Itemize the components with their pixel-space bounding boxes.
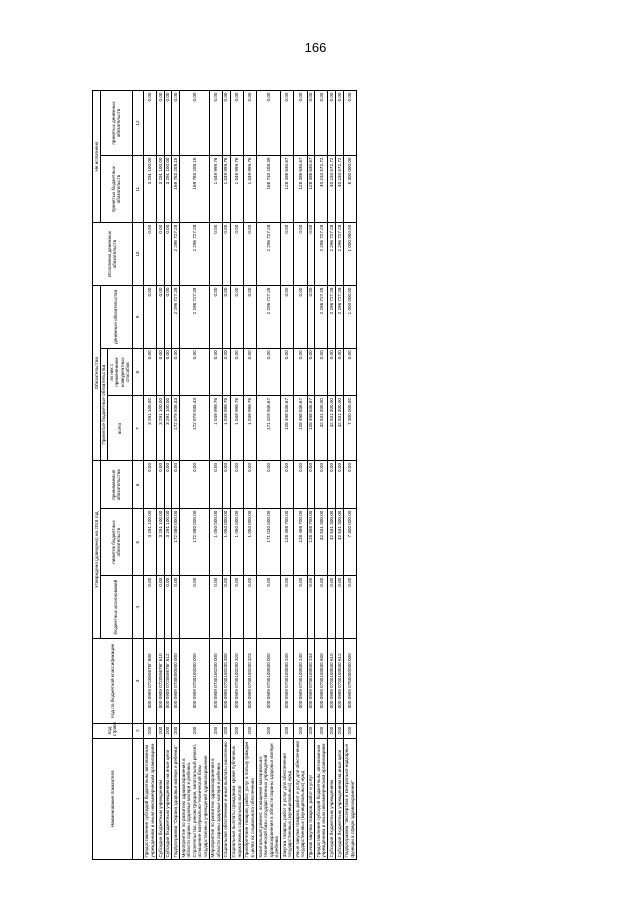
rotated-table-container bbox=[92, 90, 602, 860]
column-number: 5 bbox=[132, 509, 143, 576]
accepted-obligations-value: 0.00 bbox=[143, 461, 156, 509]
accepted-budget-total-value: 3 291 100.00 bbox=[156, 396, 164, 461]
competitive-value: 0.00 bbox=[143, 348, 156, 396]
not-executed-monetary-value: 0.00 bbox=[222, 91, 230, 156]
not-executed-budget-value: 128 498 635.67 bbox=[307, 156, 315, 223]
not-executed-monetary-value: 0.00 bbox=[180, 91, 210, 156]
budget-allocations-value: 0.00 bbox=[343, 576, 356, 639]
monetary-obligations-value: 1 000 000.00 bbox=[343, 286, 356, 349]
monetary-obligations-value: 2 296 727.28 bbox=[180, 286, 210, 349]
not-executed-monetary-value: 0.00 bbox=[343, 91, 356, 156]
row-code: 200 bbox=[172, 723, 180, 738]
header-not-executed-group: Не исполнено bbox=[93, 91, 101, 223]
table-row bbox=[156, 91, 164, 860]
accepted-budget-total-value: 128 498 635.67 bbox=[281, 396, 294, 461]
accepted-budget-total-value: 171 029 935.67 bbox=[256, 396, 280, 461]
not-executed-monetary-value: 0.00 bbox=[294, 91, 307, 156]
column-number: 12 bbox=[132, 91, 143, 156]
header-accepted-budget-group: Принятые бюджетные обязательства bbox=[100, 348, 108, 461]
budget-classification-code: 000 0909 0730100200 000 bbox=[209, 639, 222, 723]
not-executed-budget-value: 1 049 999.76 bbox=[222, 156, 230, 223]
accepted-obligations-value: 0.00 bbox=[209, 461, 222, 509]
accepted-obligations-value: 0.00 bbox=[307, 461, 315, 509]
not-executed-budget-value: 40 234 572.72 bbox=[328, 156, 336, 223]
indicator-name: Субсидии бюджетным учреждениям на иные цели bbox=[336, 738, 344, 859]
not-executed-monetary-value: 0.00 bbox=[164, 91, 172, 156]
indicator-name: Субсидии бюджетным учреждениям на иные цели bbox=[164, 738, 172, 859]
accepted-budget-total-value: 172 079 935.43 bbox=[180, 396, 210, 461]
row-code: 200 bbox=[222, 723, 230, 738]
executed-value: 1 000 000.00 bbox=[343, 223, 356, 286]
header-competitive: из них с применением конкурентных способов bbox=[108, 348, 132, 396]
table-row bbox=[143, 91, 156, 860]
executed-value: 0.00 bbox=[222, 223, 230, 286]
monetary-obligations-value: 2 296 727.28 bbox=[172, 286, 180, 349]
budget-classification-code: 000 0909 0730100500 612 bbox=[336, 639, 344, 723]
row-code: 200 bbox=[209, 723, 222, 738]
page-number: 166 bbox=[304, 40, 327, 55]
competitive-value: 0.00 bbox=[336, 348, 344, 396]
budget-allocations-value: 0.00 bbox=[222, 576, 230, 639]
column-number: 4 bbox=[132, 576, 143, 639]
limits-value: 1 050 000.00 bbox=[243, 509, 256, 576]
column-number: 6 bbox=[132, 461, 143, 509]
table-row bbox=[164, 91, 172, 860]
header-obligations-group: Обязательства bbox=[93, 286, 101, 461]
budget-allocations-value: 0.00 bbox=[281, 576, 294, 639]
budget-classification-code: 000 0909 0730100500 600 bbox=[315, 639, 328, 723]
accepted-obligations-value: 0.00 bbox=[281, 461, 294, 509]
monetary-obligations-value: 2 296 727.28 bbox=[336, 286, 344, 349]
accepted-obligations-value: 0.00 bbox=[294, 461, 307, 509]
indicator-name: Подпрограмма "Экспертиза и контрольно-надзорные функции в сфере здравоохранения" bbox=[343, 738, 356, 859]
executed-value: 0.00 bbox=[230, 223, 243, 286]
not-executed-budget-value: 3 291 100.00 bbox=[156, 156, 164, 223]
budget-allocations-value: 0.00 bbox=[143, 576, 156, 639]
not-executed-monetary-value: 0.00 bbox=[256, 91, 280, 156]
competitive-value: 0.00 bbox=[307, 348, 315, 396]
not-executed-monetary-value: 0.00 bbox=[281, 91, 294, 156]
header-code-budget: Код по бюджетной классификации bbox=[93, 639, 133, 723]
executed-value: 0.00 bbox=[164, 223, 172, 286]
indicator-name: Субсидии бюджетным учреждениям bbox=[156, 738, 164, 859]
not-executed-budget-value: 1 049 999.76 bbox=[209, 156, 222, 223]
table-row bbox=[281, 91, 294, 860]
row-code: 200 bbox=[343, 723, 356, 738]
not-executed-monetary-value: 0.00 bbox=[172, 91, 180, 156]
column-number: 10 bbox=[132, 223, 143, 286]
accepted-obligations-value: 0.00 bbox=[156, 461, 164, 509]
row-code: 200 bbox=[143, 723, 156, 738]
not-executed-monetary-value: 0.00 bbox=[243, 91, 256, 156]
limits-value: 172 080 000.00 bbox=[172, 509, 180, 576]
not-executed-monetary-value: 0.00 bbox=[230, 91, 243, 156]
indicator-name: Иные закупки товаров, работ и услуг для обеспечения государственных (муниципальных) нужд bbox=[294, 738, 307, 859]
accepted-budget-total-value: 42 531 300.00 bbox=[336, 396, 344, 461]
column-number: 2 bbox=[132, 723, 143, 738]
indicator-name: Социальное обеспечение и иные выплаты населению bbox=[222, 738, 230, 859]
monetary-obligations-value: 0.00 bbox=[164, 286, 172, 349]
executed-value: 0.00 bbox=[143, 223, 156, 286]
row-code: 200 bbox=[156, 723, 164, 738]
limits-value: 3 291 100.00 bbox=[164, 509, 172, 576]
row-code: 200 bbox=[328, 723, 336, 738]
monetary-obligations-value: 2 296 727.28 bbox=[256, 286, 280, 349]
budget-allocations-value: 0.00 bbox=[243, 576, 256, 639]
table-body bbox=[143, 91, 356, 860]
table-row bbox=[328, 91, 336, 860]
budget-classification-code: 000 0909 072055676Г 612 bbox=[164, 639, 172, 723]
budget-classification-code: 000 0909 0730000000 000 bbox=[172, 639, 180, 723]
table-row bbox=[256, 91, 280, 860]
budget-allocations-value: 0.00 bbox=[294, 576, 307, 639]
accepted-budget-total-value: 7 300 000.00 bbox=[343, 396, 356, 461]
competitive-value: 0.00 bbox=[281, 348, 294, 396]
indicator-name: Закупка товаров, работ и услуг для обеспечения государственных (муниципальных) нужд bbox=[281, 738, 294, 859]
budget-allocations-value: 0.00 bbox=[315, 576, 328, 639]
competitive-value: 0.00 bbox=[164, 348, 172, 396]
budget-allocations-value: 0.00 bbox=[336, 576, 344, 639]
limits-value: 128 498 700.00 bbox=[307, 509, 315, 576]
accepted-obligations-value: 0.00 bbox=[164, 461, 172, 509]
header-monetary: денежные обязательства bbox=[100, 286, 132, 349]
indicator-name: Капитальный ремонт, оснащение материально-технической базы государственных учреждений здравоохранения в области охраны здоровья матери и ребенка bbox=[256, 738, 280, 859]
monetary-obligations-value: 0.00 bbox=[281, 286, 294, 349]
column-number: 1 bbox=[132, 738, 143, 859]
header-accepted: принимаемые обязательства bbox=[100, 461, 132, 509]
competitive-value: 0.00 bbox=[243, 348, 256, 396]
header-ne-budget: принятых бюджетных обязательств bbox=[100, 156, 132, 223]
accepted-budget-total-value: 1 049 999.76 bbox=[222, 396, 230, 461]
executed-value: 2 296 727.28 bbox=[328, 223, 336, 286]
competitive-value: 0.00 bbox=[222, 348, 230, 396]
indicator-name: Мероприятие по развитию здравоохранения в области охраны здоровья матери и ребенка bbox=[209, 738, 222, 859]
budget-allocations-value: 0.00 bbox=[209, 576, 222, 639]
competitive-value: 0.00 bbox=[256, 348, 280, 396]
not-executed-monetary-value: 0.00 bbox=[328, 91, 336, 156]
limits-value: 171 030 000.00 bbox=[256, 509, 280, 576]
indicator-name: Мероприятие по развитию здравоохранения в области охраны здоровья матери и ребенка. Строительство, реконструкция, капитальный ремонт, оснащение материально-технической базы государственных учреждений здравоохранения bbox=[180, 738, 210, 859]
competitive-value: 0.00 bbox=[343, 348, 356, 396]
competitive-value: 0.00 bbox=[230, 348, 243, 396]
executed-value: 0.00 bbox=[243, 223, 256, 286]
budget-classification-code: 000 0909 0730100200 323 bbox=[243, 639, 256, 723]
budget-classification-code: 000 0909 0730100500 240 bbox=[294, 639, 307, 723]
executed-value: 0.00 bbox=[156, 223, 164, 286]
monetary-obligations-value: 0.00 bbox=[294, 286, 307, 349]
row-code: 200 bbox=[164, 723, 172, 738]
budget-classification-code: 000 0909 072055676Г 600 bbox=[143, 639, 156, 723]
indicator-name: Предоставление субсидий бюджетным, автономным учреждениям и иным некоммерческим организациям bbox=[143, 738, 156, 859]
executed-value: 2 296 727.28 bbox=[336, 223, 344, 286]
header-limits: лимитов бюджетных обязательств bbox=[100, 509, 132, 576]
column-number-row bbox=[132, 91, 143, 860]
indicator-name: Субсидии бюджетным учреждениям bbox=[328, 738, 336, 859]
budget-allocations-value: 0.00 bbox=[328, 576, 336, 639]
not-executed-monetary-value: 0.00 bbox=[315, 91, 328, 156]
header-approved-group: Утверждено (доведено) на 2018 год bbox=[93, 461, 101, 639]
budget-report-table bbox=[92, 90, 357, 860]
table-row bbox=[230, 91, 243, 860]
accepted-budget-total-value: 128 498 635.67 bbox=[307, 396, 315, 461]
accepted-budget-total-value: 1 049 999.76 bbox=[209, 396, 222, 461]
limits-value: 42 531 300.00 bbox=[336, 509, 344, 576]
limits-value: 128 498 700.00 bbox=[281, 509, 294, 576]
row-code: 200 bbox=[230, 723, 243, 738]
row-code: 200 bbox=[315, 723, 328, 738]
limits-value: 42 531 300.00 bbox=[315, 509, 328, 576]
table-row bbox=[180, 91, 210, 860]
not-executed-budget-value: 169 783 208.15 bbox=[172, 156, 180, 223]
budget-classification-code: 000 0909 0730100200 320 bbox=[230, 639, 243, 723]
accepted-budget-total-value: 1 049 999.76 bbox=[230, 396, 243, 461]
table-row bbox=[209, 91, 222, 860]
competitive-value: 0.00 bbox=[294, 348, 307, 396]
accepted-obligations-value: 0.00 bbox=[336, 461, 344, 509]
limits-value: 3 291 100.00 bbox=[156, 509, 164, 576]
budget-allocations-value: 0.00 bbox=[230, 576, 243, 639]
accepted-budget-total-value: 172 079 935.43 bbox=[172, 396, 180, 461]
limits-value: 7 300 000.00 bbox=[343, 509, 356, 576]
executed-value: 0.00 bbox=[281, 223, 294, 286]
accepted-obligations-value: 0.00 bbox=[315, 461, 328, 509]
row-code: 200 bbox=[336, 723, 344, 738]
column-number: 3 bbox=[132, 639, 143, 723]
monetary-obligations-value: 0.00 bbox=[230, 286, 243, 349]
indicator-name: Предоставление субсидий бюджетным, автономным учреждениям и иным некоммерческим организациям bbox=[315, 738, 328, 859]
executed-value: 2 296 727.28 bbox=[180, 223, 210, 286]
executed-value: 0.00 bbox=[294, 223, 307, 286]
row-code: 200 bbox=[281, 723, 294, 738]
not-executed-budget-value: 6 300 000.00 bbox=[343, 156, 356, 223]
not-executed-budget-value: 1 049 999.76 bbox=[243, 156, 256, 223]
accepted-obligations-value: 0.00 bbox=[180, 461, 210, 509]
table-row bbox=[243, 91, 256, 860]
budget-classification-code: 000 0909 0730100000 000 bbox=[180, 639, 210, 723]
table-row bbox=[294, 91, 307, 860]
budget-classification-code: 000 0909 0730100500 200 bbox=[281, 639, 294, 723]
budget-allocations-value: 0.00 bbox=[256, 576, 280, 639]
not-executed-monetary-value: 0.00 bbox=[307, 91, 315, 156]
accepted-budget-total-value: 3 291 100.00 bbox=[143, 396, 156, 461]
executed-value: 0.00 bbox=[307, 223, 315, 286]
accepted-obligations-value: 0.00 bbox=[243, 461, 256, 509]
header-executed: Исполнено денежных обязательств bbox=[93, 223, 133, 286]
accepted-budget-total-value: 42 531 300.00 bbox=[315, 396, 328, 461]
monetary-obligations-value: 0.00 bbox=[222, 286, 230, 349]
accepted-obligations-value: 0.00 bbox=[172, 461, 180, 509]
budget-allocations-value: 0.00 bbox=[180, 576, 210, 639]
budget-allocations-value: 0.00 bbox=[172, 576, 180, 639]
monetary-obligations-value: 0.00 bbox=[307, 286, 315, 349]
table-row bbox=[172, 91, 180, 860]
accepted-obligations-value: 0.00 bbox=[222, 461, 230, 509]
indicator-name: Подпрограмма "Охрана здоровья матери и ребенка" bbox=[172, 738, 180, 859]
not-executed-budget-value: 1 049 999.76 bbox=[230, 156, 243, 223]
column-number: 8 bbox=[132, 348, 143, 396]
executed-value: 0.00 bbox=[209, 223, 222, 286]
accepted-budget-total-value: 3 291 100.00 bbox=[164, 396, 172, 461]
limits-value: 3 291 100.00 bbox=[143, 509, 156, 576]
not-executed-budget-value: 169 783 208.15 bbox=[180, 156, 210, 223]
accepted-obligations-value: 0.00 bbox=[230, 461, 243, 509]
accepted-obligations-value: 0.00 bbox=[343, 461, 356, 509]
accepted-budget-total-value: 42 531 300.00 bbox=[328, 396, 336, 461]
column-number: 9 bbox=[132, 286, 143, 349]
column-number: 7 bbox=[132, 396, 143, 461]
not-executed-monetary-value: 0.00 bbox=[156, 91, 164, 156]
budget-allocations-value: 0.00 bbox=[156, 576, 164, 639]
executed-value: 2 296 727.28 bbox=[315, 223, 328, 286]
limits-value: 1 050 000.00 bbox=[222, 509, 230, 576]
row-code: 200 bbox=[256, 723, 280, 738]
header-budget-alloc: бюджетных ассигнований bbox=[100, 576, 132, 639]
competitive-value: 0.00 bbox=[156, 348, 164, 396]
monetary-obligations-value: 2 296 727.28 bbox=[328, 286, 336, 349]
not-executed-budget-value: 168 733 208.39 bbox=[256, 156, 280, 223]
indicator-name: Приобретение товаров, работ, услуг в пользу граждан в целях их социального обеспечения bbox=[243, 738, 256, 859]
table-row bbox=[343, 91, 356, 860]
competitive-value: 0.00 bbox=[328, 348, 336, 396]
row-code: 200 bbox=[180, 723, 210, 738]
competitive-value: 0.00 bbox=[180, 348, 210, 396]
budget-allocations-value: 0.00 bbox=[307, 576, 315, 639]
limits-value: 1 050 000.00 bbox=[230, 509, 243, 576]
table-row bbox=[307, 91, 315, 860]
header-name: Наименование показателя bbox=[93, 738, 133, 859]
not-executed-budget-value: 128 498 635.67 bbox=[281, 156, 294, 223]
accepted-budget-total-value: 1 049 999.76 bbox=[243, 396, 256, 461]
budget-allocations-value: 0.00 bbox=[164, 576, 172, 639]
executed-value: 2 296 727.28 bbox=[172, 223, 180, 286]
budget-classification-code: 000 0909 0730100200 300 bbox=[222, 639, 230, 723]
monetary-obligations-value: 0.00 bbox=[156, 286, 164, 349]
monetary-obligations-value: 0.00 bbox=[209, 286, 222, 349]
limits-value: 128 498 700.00 bbox=[294, 509, 307, 576]
indicator-name: Социальные выплаты гражданам, кроме публичных нормативных социальных выплат bbox=[230, 738, 243, 859]
row-code: 200 bbox=[243, 723, 256, 738]
not-executed-budget-value: 40 234 572.72 bbox=[336, 156, 344, 223]
not-executed-budget-value: 3 291 100.00 bbox=[164, 156, 172, 223]
table-row bbox=[222, 91, 230, 860]
not-executed-monetary-value: 0.00 bbox=[143, 91, 156, 156]
budget-classification-code: 000 0909 0730100500 000 bbox=[256, 639, 280, 723]
budget-classification-code: 000 0909 0730100500 244 bbox=[307, 639, 315, 723]
accepted-budget-total-value: 128 498 635.67 bbox=[294, 396, 307, 461]
not-executed-budget-value: 128 498 635.67 bbox=[294, 156, 307, 223]
limits-value: 1 050 000.00 bbox=[209, 509, 222, 576]
competitive-value: 0.00 bbox=[172, 348, 180, 396]
budget-classification-code: 000 0909 0730100500 610 bbox=[328, 639, 336, 723]
column-number: 11 bbox=[132, 156, 143, 223]
monetary-obligations-value: 0.00 bbox=[143, 286, 156, 349]
accepted-obligations-value: 0.00 bbox=[256, 461, 280, 509]
executed-value: 2 296 727.28 bbox=[256, 223, 280, 286]
not-executed-budget-value: 40 234 572.72 bbox=[315, 156, 328, 223]
table-row bbox=[315, 91, 328, 860]
indicator-name: Прочая закупка товаров, работ и услуг bbox=[307, 738, 315, 859]
competitive-value: 0.00 bbox=[315, 348, 328, 396]
header-total: всего bbox=[108, 396, 132, 461]
budget-classification-code: 000 0909 0750000000 000 bbox=[343, 639, 356, 723]
not-executed-monetary-value: 0.00 bbox=[336, 91, 344, 156]
monetary-obligations-value: 2 296 727.28 bbox=[315, 286, 328, 349]
limits-value: 42 531 300.00 bbox=[328, 509, 336, 576]
not-executed-budget-value: 3 291 100.00 bbox=[143, 156, 156, 223]
row-code: 200 bbox=[294, 723, 307, 738]
row-code: 200 bbox=[307, 723, 315, 738]
competitive-value: 0.00 bbox=[209, 348, 222, 396]
not-executed-monetary-value: 0.00 bbox=[209, 91, 222, 156]
table-row bbox=[336, 91, 344, 860]
budget-classification-code: 000 0909 072055676Г 610 bbox=[156, 639, 164, 723]
header-code-row: Код строки bbox=[93, 723, 133, 738]
monetary-obligations-value: 0.00 bbox=[243, 286, 256, 349]
limits-value: 172 080 000.00 bbox=[180, 509, 210, 576]
accepted-obligations-value: 0.00 bbox=[328, 461, 336, 509]
header-ne-monetary: принятых денежных обязательств bbox=[100, 91, 132, 156]
